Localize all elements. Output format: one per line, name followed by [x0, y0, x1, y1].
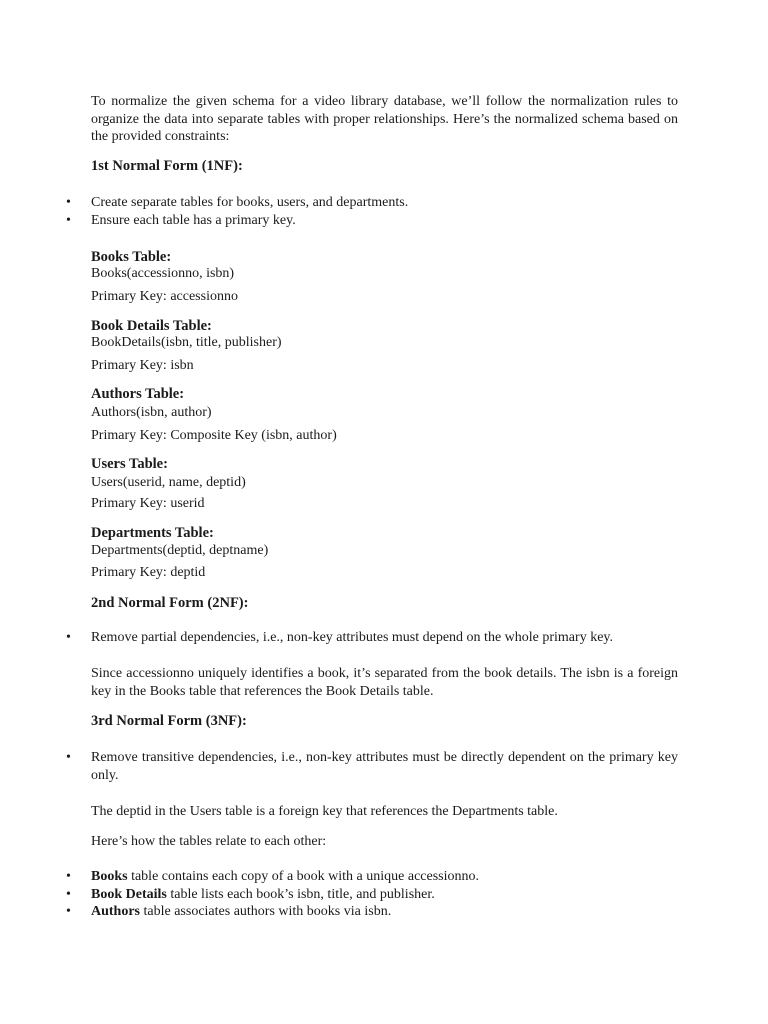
bullet-icon: •	[66, 869, 71, 884]
relation-description: table contains each copy of a book with a unique accessionno.	[127, 869, 480, 884]
list-item	[0, 886, 678, 904]
departments-table-heading: Departments Table:	[91, 525, 214, 541]
nf2-paragraph: Since accessionno uniquely identifies a book, it’s separated from the book details. The isbn is a foreign key in the Books table that references the Book Details table.	[91, 666, 678, 699]
intro-paragraph: To normalize the given schema for a video library database, we’ll follow the normalization rules to organize the data into separate tables with proper relationships. Here’s the normalized schema based on the provided constraints:	[91, 94, 678, 144]
authors-table-schema: Authors(isbn, author)	[91, 405, 212, 420]
bullet-icon: •	[66, 904, 71, 919]
list-item	[0, 903, 678, 921]
books-table-heading: Books Table:	[91, 249, 172, 265]
nf1-bullet-list	[0, 194, 768, 229]
relation-table-name: Books	[91, 869, 128, 884]
authors-table-heading: Authors Table:	[91, 386, 185, 402]
list-item	[0, 194, 678, 212]
authors-table-primary-key: Primary Key: Composite Key (isbn, author)	[91, 428, 337, 443]
list-item	[0, 212, 678, 230]
list-item	[0, 629, 678, 647]
heading-2nf: 2nd Normal Form (2NF):	[91, 595, 249, 611]
bullet-icon: •	[66, 750, 71, 765]
books-table-primary-key: Primary Key: accessionno	[91, 289, 238, 304]
relation-table-name: Authors	[91, 904, 141, 919]
users-table-schema: Users(userid, name, deptid)	[91, 475, 246, 490]
relations-bullet-list	[0, 868, 768, 921]
relation-table-name: Book Details	[91, 886, 167, 902]
relations-intro: Here’s how the tables relate to each other:	[91, 834, 327, 849]
users-table-primary-key: Primary Key: userid	[91, 496, 205, 511]
relation-description: table lists each book’s isbn, title, and publisher.	[166, 886, 435, 902]
relation-description: table associates authors with books via isbn.	[140, 904, 392, 919]
bullet-icon: •	[66, 630, 71, 645]
book-details-table-schema: BookDetails(isbn, title, publisher)	[91, 335, 282, 350]
bullet-icon: •	[66, 195, 71, 210]
books-table-schema: Books(accessionno, isbn)	[91, 266, 235, 281]
nf3-bullet-list	[0, 749, 768, 784]
bullet-icon: •	[66, 886, 71, 902]
list-item-text: Ensure each table has a primary key.	[91, 212, 296, 228]
list-item	[0, 868, 678, 886]
departments-table-schema: Departments(deptid, deptname)	[91, 543, 269, 558]
book-details-table-heading: Book Details Table:	[91, 318, 212, 334]
nf3-paragraph: The deptid in the Users table is a foreign key that references the Departments table.	[91, 804, 558, 819]
users-table-heading: Users Table:	[91, 456, 168, 472]
heading-3nf: 3rd Normal Form (3NF):	[91, 713, 247, 729]
list-item	[0, 749, 678, 784]
list-item-text: Remove partial dependencies, i.e., non-key attributes must depend on the whole primary key.	[91, 630, 613, 645]
departments-table-primary-key: Primary Key: deptid	[91, 565, 206, 580]
nf2-bullet-list	[0, 629, 768, 647]
bullet-icon: •	[66, 212, 71, 228]
list-item-text: Remove transitive dependencies, i.e., non-key attributes must be directly dependent on the primary key only.	[91, 750, 678, 783]
list-item-text: Create separate tables for books, users, and departments.	[91, 195, 409, 210]
book-details-table-primary-key: Primary Key: isbn	[91, 358, 194, 373]
heading-1nf: 1st Normal Form (1NF):	[91, 158, 243, 174]
